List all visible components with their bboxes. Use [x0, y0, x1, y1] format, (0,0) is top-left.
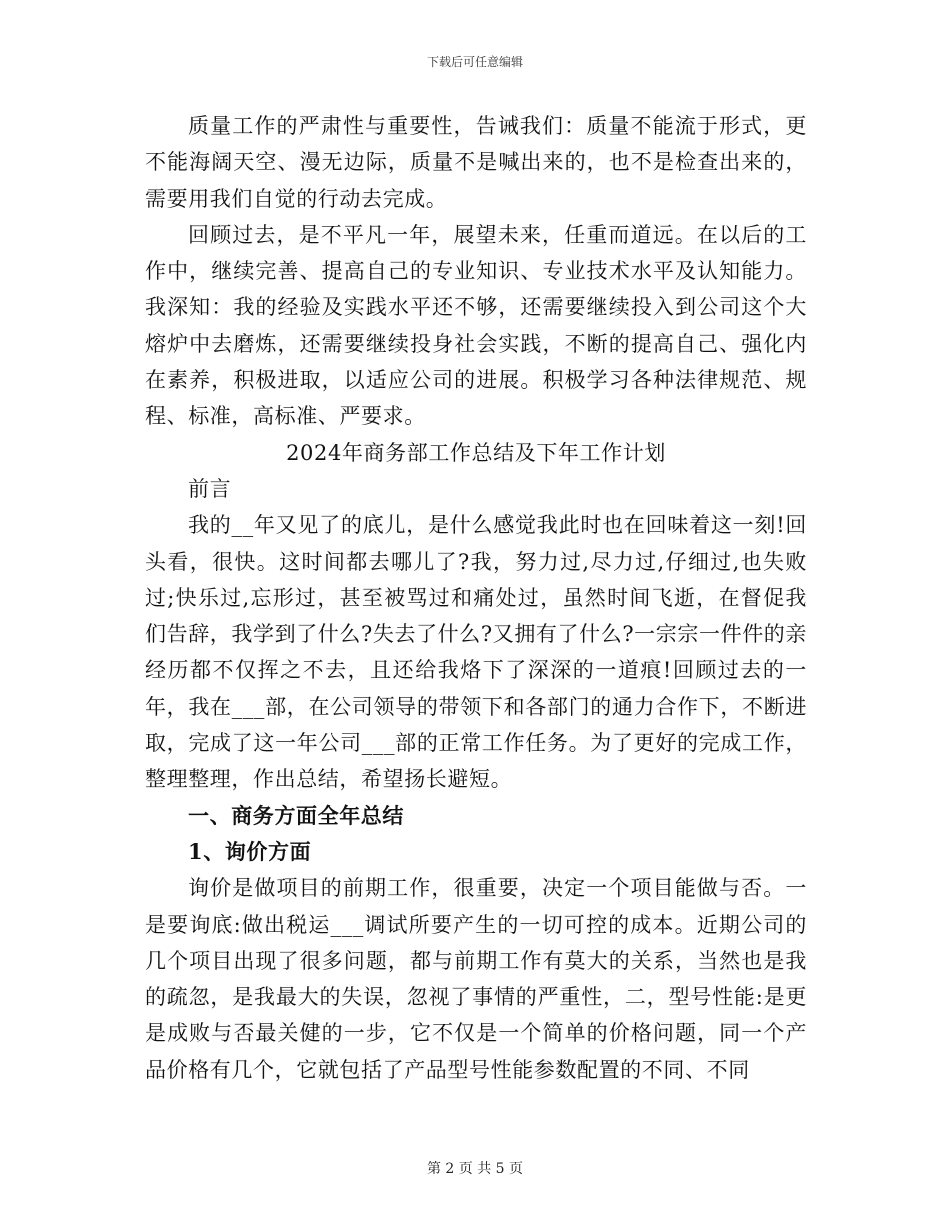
paragraph-inquiry: 询价是做项目的前期工作，很重要，决定一个项目能做与否。一是要询底:做出税运___调试所要产生的一切可控的成本。近期公司的几个项目出现了很多问题，都与前期工作有莫大的关系，当然也是我的疏忽，是我最大的失误，忽视了事情的严重性，二，型号性能:是更是成败与否最关健的一步，它不仅是一个简单的价格问题，同一个产品价格有几个，它就包括了产品型号性能参数配置的不同、不同 — [145, 876, 807, 1082]
subsection-heading-inquiry: 1、询价方面 — [188, 838, 312, 864]
section-heading-business: 一、商务方面全年总结 — [188, 802, 404, 828]
paragraph-review: 回顾过去，是不平凡一年，展望未来，任重而道远。在以后的工作中，继续完善、提高自己的专业知识、专业技术水平及认知能力。我深知：我的经验及实践水平还不够，还需要继续投入到公司这个大熔炉中去磨炼，还需要继续投身社会实践，不断的提高自己、强化内在素养，积极进取，以适应公司的进展。积极学习各种法律规范、规程、标准，高标准、严要求。 — [145, 222, 807, 429]
preface-heading: 前言 — [188, 476, 232, 501]
page-header: 下载后可任意编辑 — [426, 55, 523, 69]
paragraph-preface: 我的__年又见了的底儿，是什么感觉我此时也在回味着这一刻!回头看，很快。这时间都去哪儿了?我，努力过,尽力过,仔细过,也失败过;快乐过,忘形过，甚至被骂过和痛处过，虽然时间飞逝，在督促我们告辞，我学到了什么?失去了什么?又拥有了什么?一宗宗一件件的亲经历都不仅挥之不去，且还给我烙下了深深的一道痕!回顾过去的一年，我在___部，在公司领导的带领下和各部门的通力合作下，不断进取，完成了这一年公司___部的正常工作任务。为了更好的完成工作，整理整理，作出总结，希望扬长避短。 — [145, 513, 807, 792]
document-title: 2024年商务部工作总结及下年工作计划 — [286, 440, 666, 465]
paragraph-quality: 质量工作的严肃性与重要性，告诫我们：质量不能流于形式，更不能海阔天空、漫无边际，质量不是喊出来的，也不是检查出来的，需要用我们自觉的行动去完成。 — [145, 114, 807, 211]
document-body — [145, 108, 807, 1088]
page-footer: 第 2 页 共 5 页 — [426, 1161, 524, 1177]
